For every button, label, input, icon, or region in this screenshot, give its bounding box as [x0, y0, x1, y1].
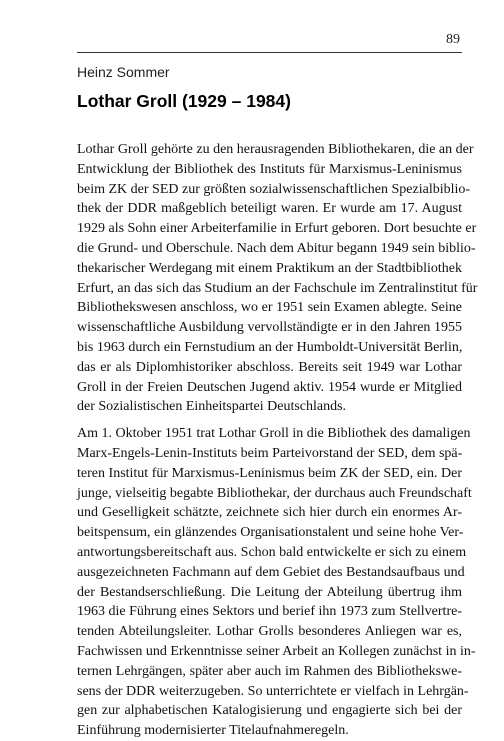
- text-line: Einführung modernisierter Titelaufnahmeregeln.: [77, 723, 349, 739]
- author-name: Heinz Sommer: [77, 64, 170, 80]
- text-line: der Sozialistischen Einheitspartei Deutschlands.: [77, 399, 347, 415]
- text-line: antwortungsbereitschaft aus. Schon bald entwickelte er sich zu einem: [77, 544, 467, 560]
- text-line: und Geselligkeit schätzte, zeichnete sich hier durch ein enormes Ar-: [77, 505, 462, 521]
- text-line: Marx-Engels-Lenin-Instituts beim Parteivorstand der SED, dem spä-: [77, 445, 463, 461]
- text-line: Bibliothekswesen anschloss, wo er 1951 sein Examen ablegte. Seine: [77, 300, 462, 316]
- text-line: sens der DDR weiterzugeben. So unterrichtete er vielfach in Lehrgän-: [77, 683, 469, 699]
- text-line: thekarischer Werdegang mit einem Praktikum an der Stadtbibliothek: [77, 260, 462, 276]
- text-line: tenden Abteilungsleiter. Lothar Grolls besonderes Anliegen war es,: [77, 624, 462, 640]
- text-line: bis 1963 durch ein Fernstudium an der Humboldt-Universität Berlin,: [77, 339, 463, 355]
- text-line: ausgezeichneten Fachmann auf dem Gebiet des Bestandsaufbaus und: [77, 564, 465, 580]
- text-line: ternen Lehrgängen, später aber auch im Rahmen des Bibliothekswe-: [77, 663, 462, 679]
- text-line: Lothar Groll gehörte zu den herausragenden Bibliothekaren, die an der: [77, 142, 474, 157]
- text-line: Am 1. Oktober 1951 trat Lothar Groll in die Bibliothek des damaligen: [77, 426, 471, 442]
- text-line: beitspensum, ein glänzendes Organisationstalent und seine hohe Ver-: [77, 525, 464, 541]
- text-line: teren Institut für Marxismus-Leninismus beim ZK der SED, ein. Der: [77, 465, 462, 481]
- text-line: junge, vielseitig begabte Bibliothekar, der durchaus auch Freundschaft: [77, 485, 472, 501]
- text-line: gen zur alphabetischen Katalogisierung und engagierte sich bei der: [77, 703, 462, 719]
- paragraph-2: [77, 424, 476, 741]
- page-number: 89: [446, 32, 460, 47]
- text-line: Erfurt, an das sich das Studium an der Fachschule im Zentralinstitut für: [77, 280, 478, 296]
- text-line: beim ZK der SED zur größten sozialwissenschaftlichen Spezialbiblio-: [77, 181, 471, 197]
- text-line: thek der DDR maßgeblich beteiligt waren. Er wurde am 17. August: [77, 201, 462, 217]
- text-line: das er als Diplomhistoriker abschloss. Bereits seit 1949 war Lothar: [77, 359, 462, 375]
- text-line: der Bestandserschließung. Die Leitung der Abteilung übertrug ihm: [77, 584, 462, 600]
- text-line: Groll in der Freien Deutschen Jugend aktiv. 1954 wurde er Mitglied: [77, 379, 462, 395]
- text-line: 1963 die Führung eines Sektors und berief ihn 1973 zum Stellvertre-: [77, 604, 462, 620]
- text-line: 1929 als Sohn einer Arbeiterfamilie in Erfurt geboren. Dort besuchte er: [77, 221, 477, 237]
- text-line: die Grund- und Oberschule. Nach dem Abitur begann 1949 sein biblio-: [77, 240, 476, 256]
- text-line: Fachwissen und Erkenntnisse seiner Arbeit an Kollegen zunächst in in-: [77, 643, 476, 659]
- header-rule: [77, 52, 462, 53]
- paragraph-1: [77, 140, 478, 417]
- text-line: wissenschaftliche Ausbildung vervollständigte er in den Jahren 1955: [77, 320, 462, 336]
- article-title: Lothar Groll (1929 – 1984): [77, 91, 291, 111]
- article-body: [77, 140, 478, 741]
- text-line: Entwicklung der Bibliothek des Instituts für Marxismus-Leninismus: [77, 161, 462, 177]
